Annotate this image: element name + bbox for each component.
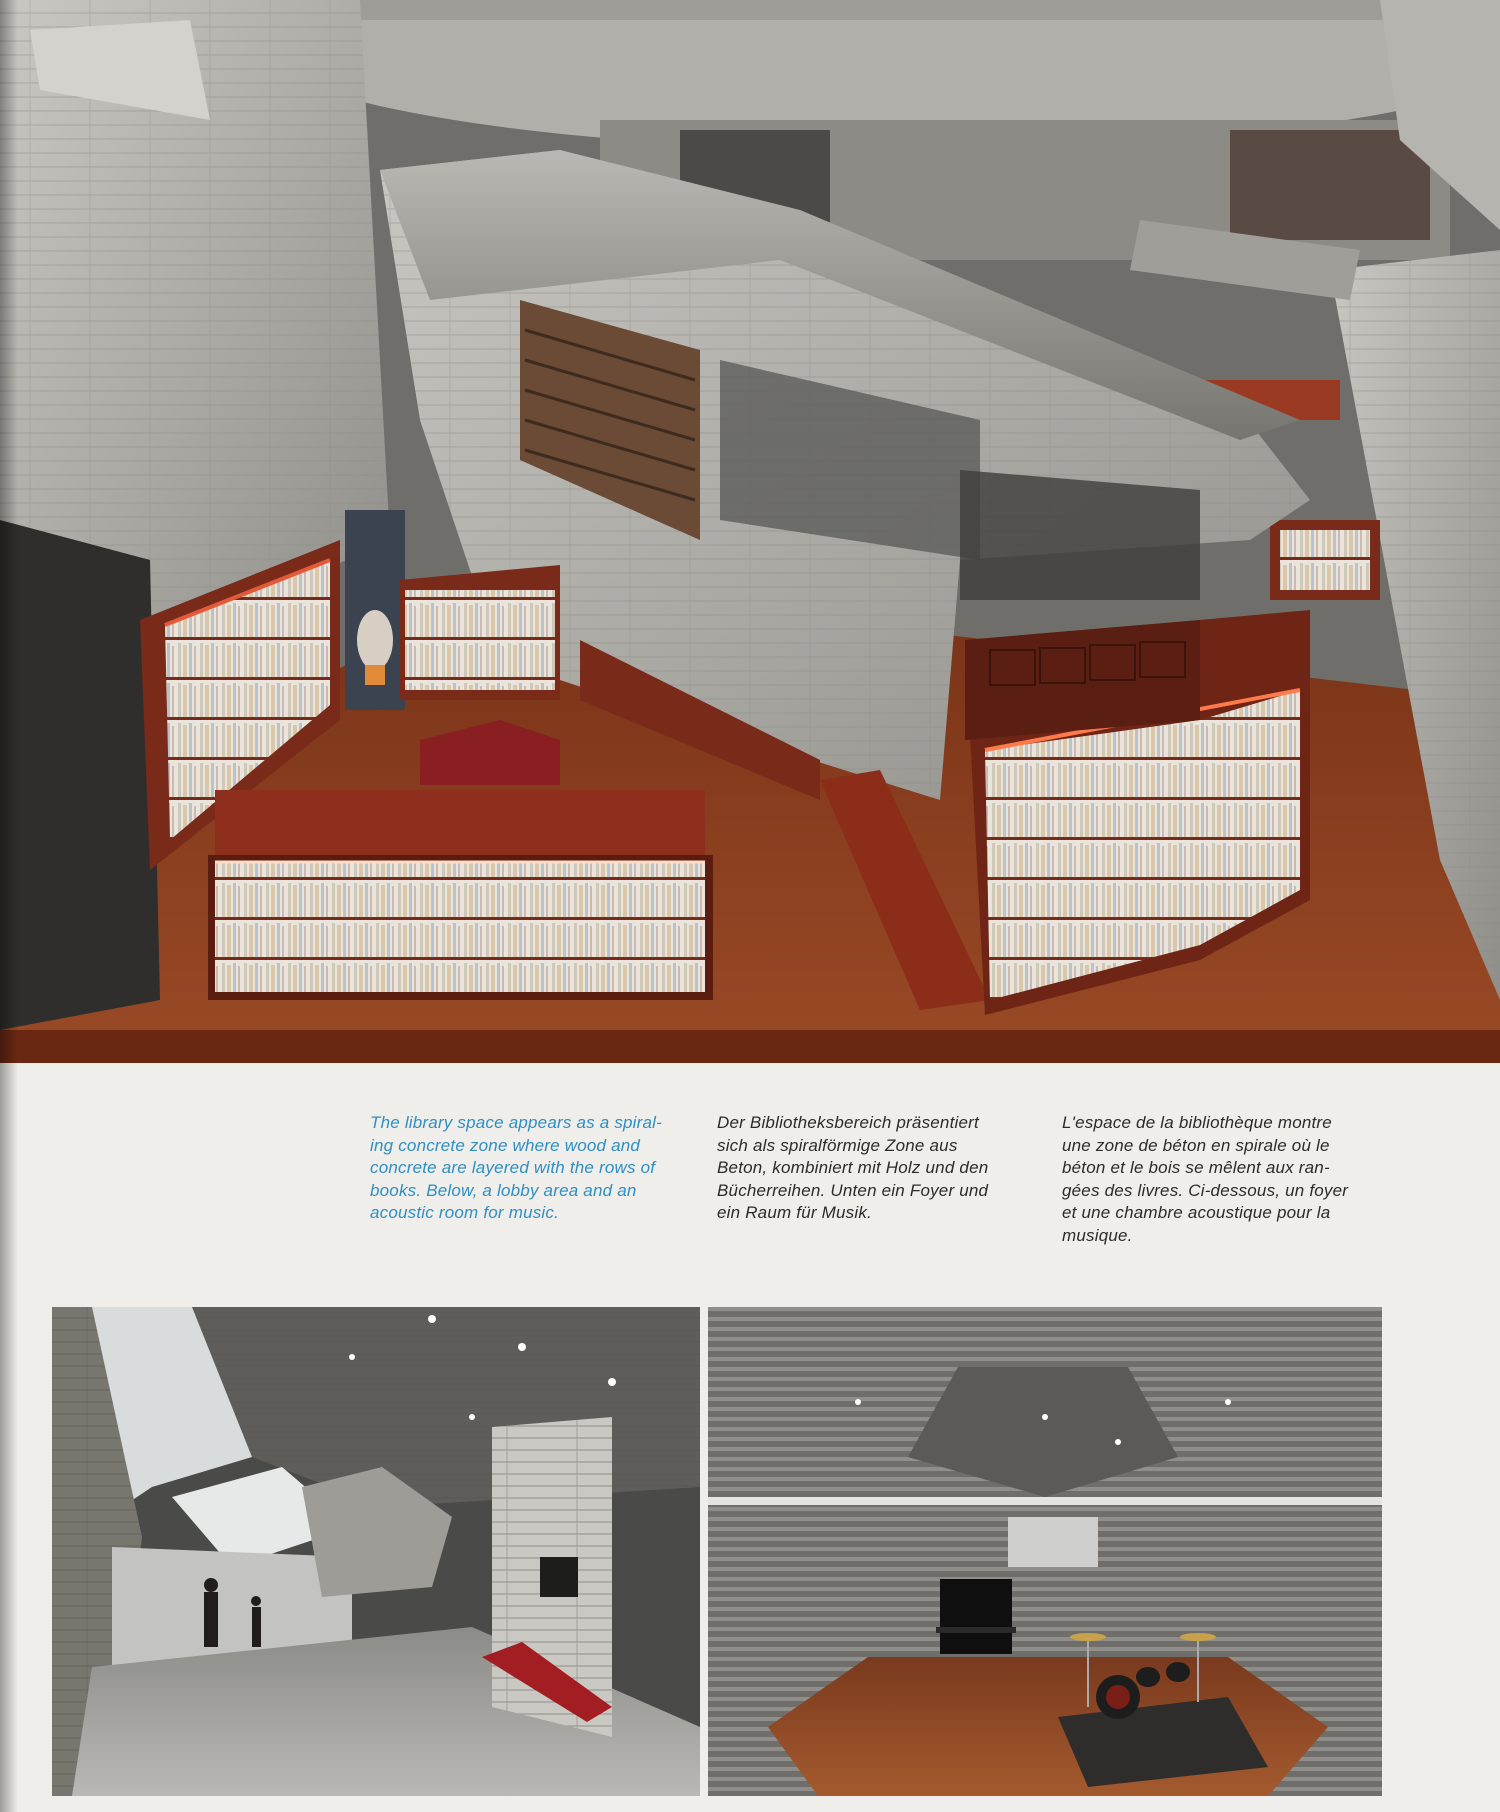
caption-english: The library space appears as a spiral- ing concrete zone where wood and concrete are layered with the rows of books. Below, a lobby area and an acoustic room for music.: [370, 1113, 663, 1222]
page-gutter-shadow: [0, 0, 18, 1812]
caption-german: Der Bibliotheksbereich präsentiert sich als spiralförmige Zone aus Beton, kombiniert mit Holz und den Bücherreihen. Unten ein Foyer und ein Raum für Musik.: [717, 1113, 989, 1222]
lobby-photo: [52, 1307, 700, 1796]
caption-french: L'espace de la bibliothèque montre une zone de béton en spirale où le béton et le bois se mêlent aux ran- gées des livres. Ci-dessous, un foyer et une chambre acoustique pour la musique.: [1062, 1113, 1349, 1245]
music-room-photo: [708, 1307, 1382, 1796]
